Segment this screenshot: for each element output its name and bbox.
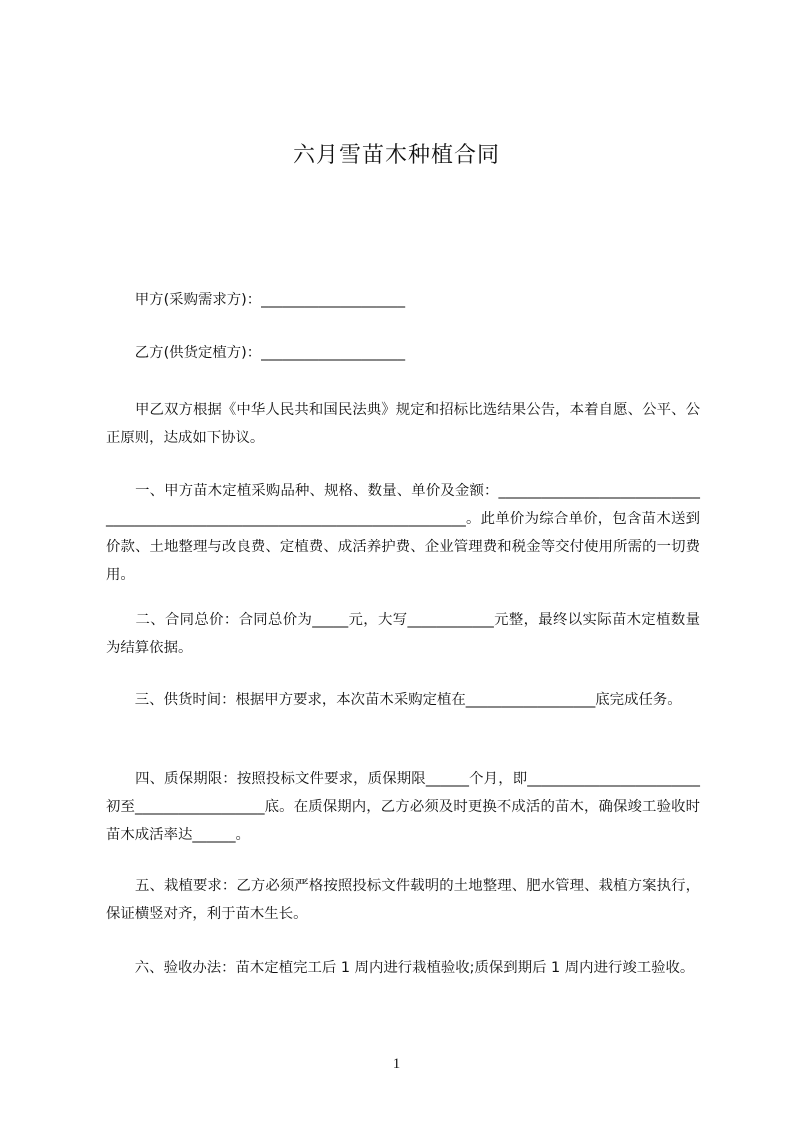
page-number: 1	[392, 1056, 401, 1072]
clause-3-paragraph: 三、供货时间：根据甲方要求，本次苗木采购定植在__________________底完成任务。	[106, 692, 682, 708]
clause-6-paragraph: 六、验收办法：苗木定植完工后 1 周内进行栽植验收;质保到期后 1 周内进行竣工验收。	[106, 960, 695, 976]
clause-4-paragraph: 四、质保期限：按照投标文件要求，质保期限______个月，即________________________初至__________________底。在质保期内，乙方必须及时更换不成活的苗木，确保竣工验收时苗木成活率达______。	[106, 771, 700, 843]
party-b-line: 乙方(供货定植方)：____________________	[106, 345, 406, 361]
clause-5-paragraph: 五、栽植要求：乙方必须严格按照投标文件载明的土地整理、肥水管理、栽植方案执行，保证横竖对齐，利于苗木生长。	[106, 878, 700, 922]
party-a-line: 甲方(采购需求方)：____________________	[106, 292, 406, 308]
clause-1-paragraph: 一、甲方苗木定植采购品种、规格、数量、单价及金额：______________________________________________________________________________。此单价为综合单价，包含苗木送到价款、土地整理与改良费、定植费、成活养护费、企业管理费和税金等交付使用所需的一切费用。	[106, 483, 700, 583]
intro-paragraph: 甲乙双方根据《中华人民共和国民法典》规定和招标比选结果公告，本着自愿、公平、公正原则，达成如下协议。	[106, 402, 700, 446]
document-title: 六月雪苗木种植合同	[292, 143, 500, 168]
clause-2-paragraph: 二、合同总价：合同总价为_____元，大写____________元整，最终以实际苗木定植数量为结算依据。	[106, 612, 700, 656]
